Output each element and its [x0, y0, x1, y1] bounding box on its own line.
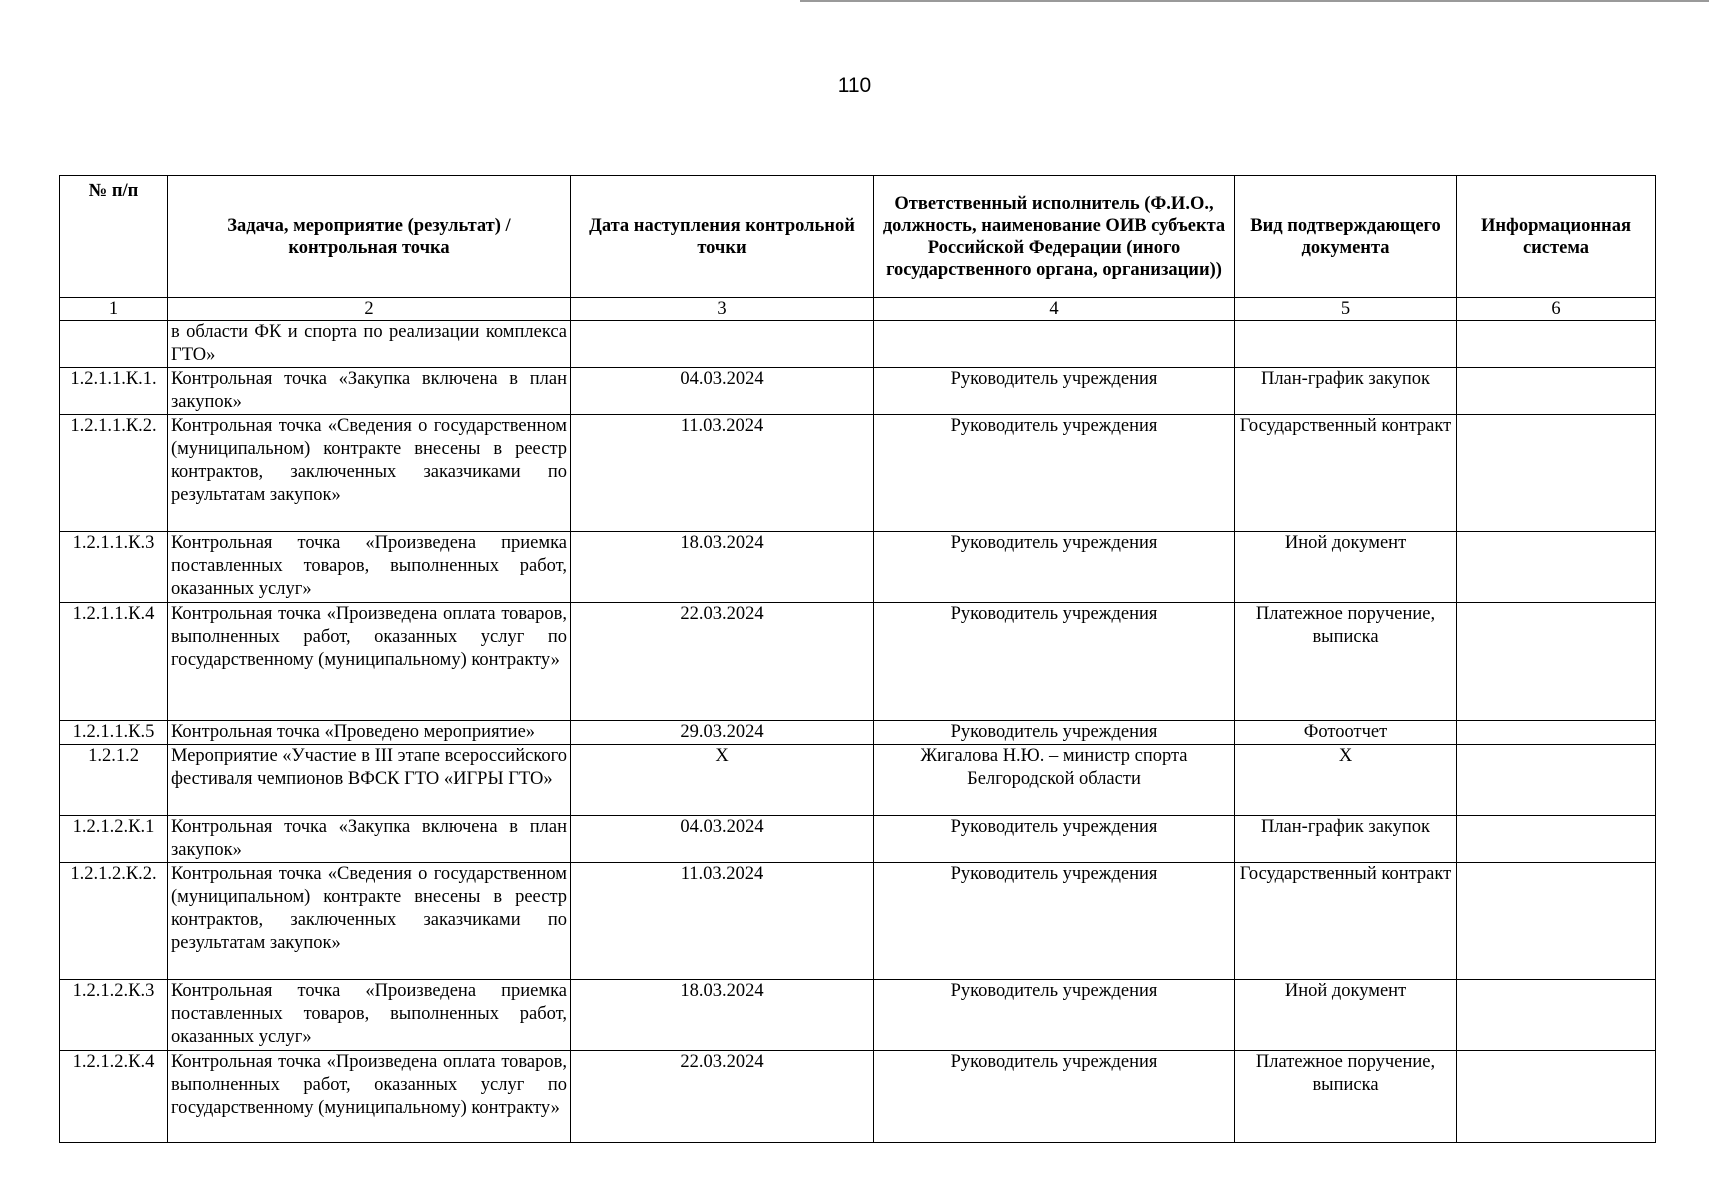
row-system — [1457, 745, 1656, 816]
row-number: 1.2.1.2.К.2. — [60, 863, 168, 980]
row-date: 04.03.2024 — [571, 816, 874, 863]
row-system — [1457, 603, 1656, 721]
table-row — [60, 415, 1656, 532]
header-date: Дата наступления контрольной точки — [571, 176, 874, 298]
scan-edge-line — [800, 0, 1709, 2]
row-responsible: Руководитель учреждения — [874, 603, 1235, 721]
column-number: 3 — [571, 298, 874, 321]
header-number: № п/п — [60, 176, 168, 298]
row-system — [1457, 721, 1656, 745]
row-number: 1.2.1.1.К.3 — [60, 532, 168, 603]
row-number — [60, 321, 168, 368]
row-date: Х — [571, 745, 874, 816]
row-system — [1457, 415, 1656, 532]
table-header-row — [60, 176, 1656, 298]
table-row — [60, 532, 1656, 603]
row-date: 22.03.2024 — [571, 1051, 874, 1143]
row-date: 04.03.2024 — [571, 368, 874, 415]
table-row — [60, 816, 1656, 863]
page-number: 110 — [837, 74, 872, 97]
row-document — [1235, 321, 1457, 368]
table-row — [60, 1051, 1656, 1143]
row-task: Контрольная точка «Произведена оплата товаров, выполненных работ, оказанных услуг по государственному (муниципальному) контракту» — [168, 1051, 571, 1143]
row-responsible: Руководитель учреждения — [874, 816, 1235, 863]
row-number: 1.2.1.2.К.4 — [60, 1051, 168, 1143]
header-responsible: Ответственный исполнитель (Ф.И.О., должность, наименование ОИВ субъекта Российской Федерации (иного государственного органа, организации)) — [874, 176, 1235, 298]
header-task: Задача, мероприятие (результат) / контрольная точка — [168, 176, 571, 298]
row-responsible: Жигалова Н.Ю. – министр спорта Белгородской области — [874, 745, 1235, 816]
row-responsible: Руководитель учреждения — [874, 415, 1235, 532]
row-responsible — [874, 321, 1235, 368]
row-responsible: Руководитель учреждения — [874, 863, 1235, 980]
row-date: 22.03.2024 — [571, 603, 874, 721]
row-document: Платежное поручение, выписка — [1235, 1051, 1457, 1143]
row-number: 1.2.1.2 — [60, 745, 168, 816]
column-number: 2 — [168, 298, 571, 321]
row-responsible: Руководитель учреждения — [874, 368, 1235, 415]
column-numbers-row — [60, 298, 1656, 321]
row-system — [1457, 368, 1656, 415]
row-task: Мероприятие «Участие в III этапе всероссийского фестиваля чемпионов ВФСК ГТО «ИГРЫ ГТО» — [168, 745, 571, 816]
row-number: 1.2.1.2.К.3 — [60, 980, 168, 1051]
row-document: Иной документ — [1235, 532, 1457, 603]
control-points-table — [59, 175, 1656, 1143]
row-task: Контрольная точка «Сведения о государственном (муниципальном) контракте внесены в реестр контрактов, заключенных заказчиками по результатам закупок» — [168, 415, 571, 532]
row-document: Государственный контракт — [1235, 863, 1457, 980]
row-date: 11.03.2024 — [571, 863, 874, 980]
row-responsible: Руководитель учреждения — [874, 980, 1235, 1051]
header-system: Информационная система — [1457, 176, 1656, 298]
row-number: 1.2.1.1.К.2. — [60, 415, 168, 532]
row-responsible: Руководитель учреждения — [874, 1051, 1235, 1143]
row-task: Контрольная точка «Сведения о государственном (муниципальном) контракте внесены в реестр контрактов, заключенных заказчиками по результатам закупок» — [168, 863, 571, 980]
table-row — [60, 745, 1656, 816]
row-document: Государственный контракт — [1235, 415, 1457, 532]
row-system — [1457, 321, 1656, 368]
row-document: Платежное поручение, выписка — [1235, 603, 1457, 721]
row-date: 18.03.2024 — [571, 980, 874, 1051]
row-system — [1457, 816, 1656, 863]
row-task: Контрольная точка «Произведена приемка поставленных товаров, выполненных работ, оказанных услуг» — [168, 980, 571, 1051]
row-task: в области ФК и спорта по реализации комплекса ГТО» — [168, 321, 571, 368]
table-row — [60, 863, 1656, 980]
row-document: План-график закупок — [1235, 816, 1457, 863]
row-system — [1457, 1051, 1656, 1143]
column-number: 4 — [874, 298, 1235, 321]
row-date: 11.03.2024 — [571, 415, 874, 532]
table-row — [60, 321, 1656, 368]
row-date: 18.03.2024 — [571, 532, 874, 603]
header-document: Вид подтверждающего документа — [1235, 176, 1457, 298]
row-document: Х — [1235, 745, 1457, 816]
row-number: 1.2.1.1.К.5 — [60, 721, 168, 745]
row-task: Контрольная точка «Проведено мероприятие» — [168, 721, 571, 745]
row-number: 1.2.1.1.К.1. — [60, 368, 168, 415]
row-number: 1.2.1.1.К.4 — [60, 603, 168, 721]
table-row — [60, 721, 1656, 745]
row-system — [1457, 532, 1656, 603]
table-row — [60, 368, 1656, 415]
column-number: 1 — [60, 298, 168, 321]
row-document: Иной документ — [1235, 980, 1457, 1051]
row-responsible: Руководитель учреждения — [874, 532, 1235, 603]
row-responsible: Руководитель учреждения — [874, 721, 1235, 745]
row-system — [1457, 863, 1656, 980]
row-system — [1457, 980, 1656, 1051]
column-number: 5 — [1235, 298, 1457, 321]
column-number: 6 — [1457, 298, 1656, 321]
table-row — [60, 980, 1656, 1051]
row-task: Контрольная точка «Произведена приемка поставленных товаров, выполненных работ, оказанных услуг» — [168, 532, 571, 603]
row-number: 1.2.1.2.К.1 — [60, 816, 168, 863]
row-document: Фотоотчет — [1235, 721, 1457, 745]
row-task: Контрольная точка «Закупка включена в план закупок» — [168, 368, 571, 415]
row-date — [571, 321, 874, 368]
row-document: План-график закупок — [1235, 368, 1457, 415]
row-task: Контрольная точка «Произведена оплата товаров, выполненных работ, оказанных услуг по государственному (муниципальному) контракту» — [168, 603, 571, 721]
row-task: Контрольная точка «Закупка включена в план закупок» — [168, 816, 571, 863]
table-row — [60, 603, 1656, 721]
row-date: 29.03.2024 — [571, 721, 874, 745]
